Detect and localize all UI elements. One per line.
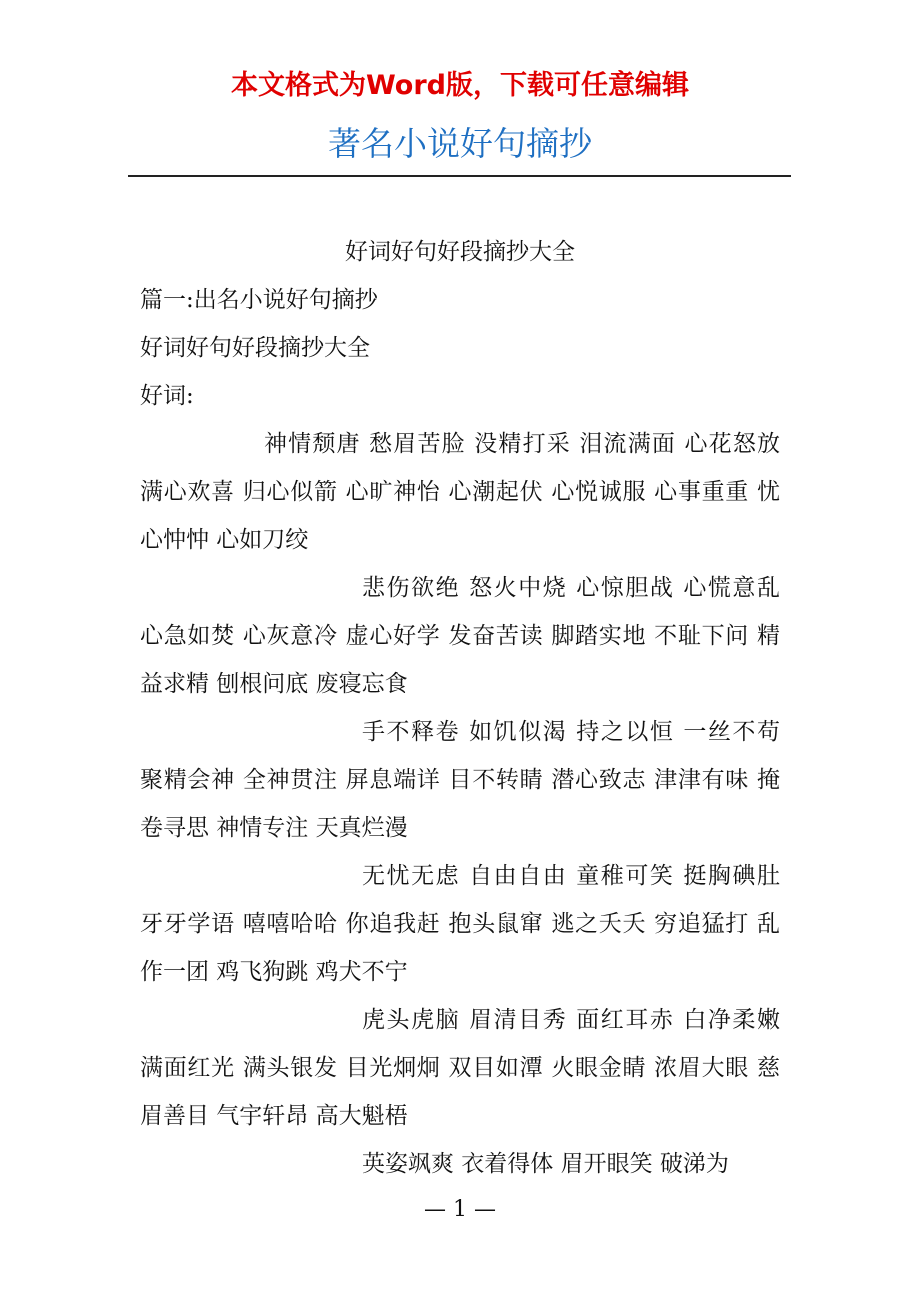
word-paragraph: 无忧无虑 自由自由 童稚可笑 挺胸碘肚 牙牙学语 嘻嘻哈哈 你追我赶 抱头鼠窜 逃之夭夭 穷追猛打 乱作一团 鸡飞狗跳 鸡犬不宁 <box>140 863 780 985</box>
page-number: — 1 — <box>424 1197 496 1222</box>
document-title: 著名小说好句摘抄 <box>328 124 592 163</box>
word-paragraph: 神情颓唐 愁眉苦脸 没精打采 泪流满面 心花怒放 满心欢喜 归心似箭 心旷神怡 心潮起伏 心悦诚服 心事重重 忧心忡忡 心如刀绞 <box>140 431 780 553</box>
word-paragraph: 悲伤欲绝 怒火中烧 心惊胆战 心慌意乱 心急如焚 心灰意冷 虚心好学 发奋苦读 脚踏实地 不耻下问 精益求精 刨根问底 废寝忘食 <box>140 575 780 697</box>
document-body <box>140 228 780 1188</box>
good-words-label: 好词: <box>140 383 194 409</box>
format-notice-banner: 本文格式为Word版，下载可任意编辑 <box>230 70 689 101</box>
section-subtitle: 好词好句好段摘抄大全 <box>140 335 370 361</box>
section-heading: 篇一:出名小说好句摘抄 <box>140 287 378 313</box>
centered-heading: 好词好句好段摘抄大全 <box>345 239 575 265</box>
word-paragraph: 英姿飒爽 衣着得体 眉开眼笑 破涕为 <box>362 1151 729 1177</box>
word-paragraph: 手不释卷 如饥似渴 持之以恒 一丝不苟 聚精会神 全神贯注 屏息端详 目不转睛 潜心致志 津津有味 掩卷寻思 神情专注 天真烂漫 <box>140 719 780 841</box>
title-divider <box>128 175 791 177</box>
word-paragraph: 虎头虎脑 眉清目秀 面红耳赤 白净柔嫩 满面红光 满头银发 目光炯炯 双目如潭 火眼金睛 浓眉大眼 慈眉善目 气宇轩昂 高大魁梧 <box>140 1007 780 1129</box>
